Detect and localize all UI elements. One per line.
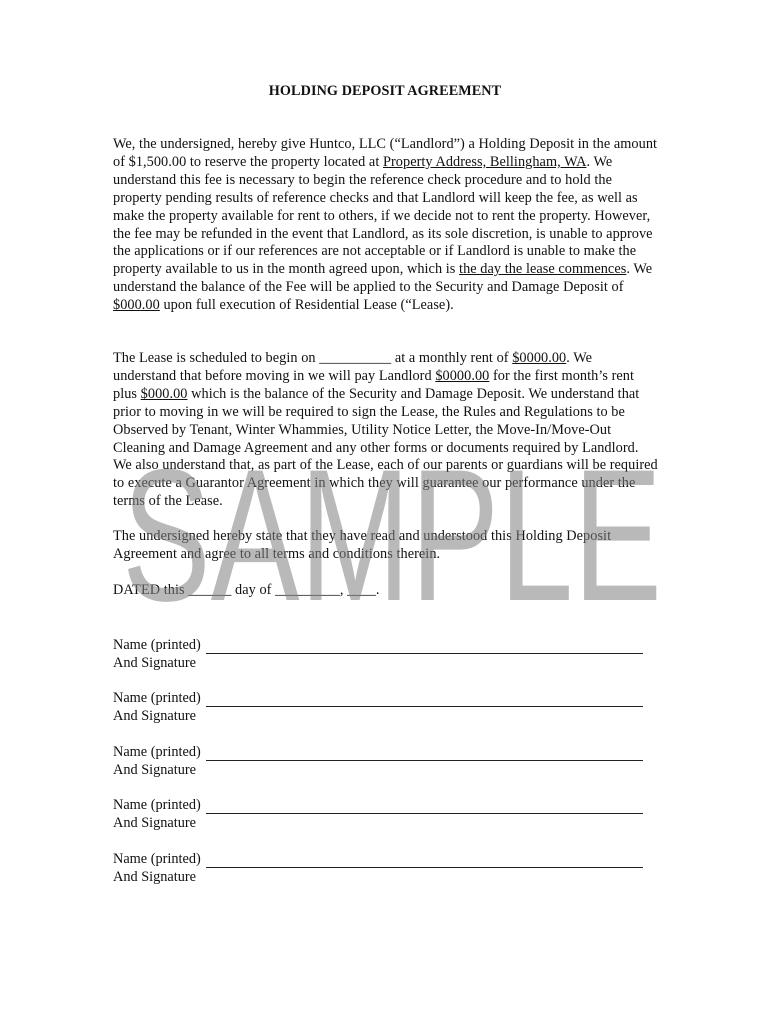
- name-printed-label: Name (printed): [113, 637, 201, 653]
- dated-line: DATED this ______ day of _________, ____.: [113, 582, 380, 598]
- lease-start-blank: __________: [319, 350, 392, 366]
- deposit-balance-amount: $000.00: [140, 385, 188, 402]
- paragraph-acknowledgement: The undersigned hereby state that they have read and understood this Holding Deposit Agreement and agree to all terms and conditions therein.: [113, 528, 612, 562]
- para1-text-1: We, the undersigned, hereby give Huntco, LLC (“Landlord”) a Holding Deposit in the amount of $1,500.00 to reserve the property located at: [113, 136, 658, 170]
- name-signature-line[interactable]: [206, 801, 643, 814]
- monthly-rent-amount: $0000.00: [512, 350, 567, 366]
- name-signature-line[interactable]: [206, 855, 643, 868]
- paragraph-holding-deposit: [113, 136, 658, 315]
- signature-label: And Signature: [113, 815, 196, 831]
- name-printed-label: Name (printed): [113, 797, 201, 813]
- paragraph-lease-terms: [113, 350, 658, 511]
- signature-label: And Signature: [113, 762, 196, 778]
- para2-text-5: which is the balance of the Security and Damage Deposit. We understand that prior to moving in we will be required to sign the Lease, the Rules and Regulations to be Observed by Tenant, Winter Whammies, Utility Notice Letter, the Move-In/Move-Out Cleaning and Damage Agreement and any other forms or documents required by Landlord. We also understand that, as part of the Lease, each of our parents or guardians will be required to execute a Guarantor Agreement in which they will guarantee our performance under the terms of the Lease.: [113, 385, 658, 510]
- signature-block-3: [113, 743, 658, 779]
- signature-block-5: [113, 850, 658, 886]
- signature-label: And Signature: [113, 655, 196, 671]
- signature-label: And Signature: [113, 869, 196, 885]
- name-printed-label: Name (printed): [113, 851, 201, 867]
- para1-text-2: . We understand this fee is necessary to begin the reference check procedure and to hold the property pending results of reference checks and that Landlord will keep the fee, as well as make the property available for rent to others, if we decide not to rent the property. However, the fee may be refunded in the event that Landlord, as its sole discretion, is unable to approve the applications or if our references are not acceptable or if Landlord is unable to make the property available to us in the month agreed upon, which is: [113, 153, 653, 278]
- signature-block-1: [113, 636, 658, 672]
- document-title: HOLDING DEPOSIT AGREEMENT: [268, 83, 502, 99]
- security-deposit-amount: $000.00: [113, 297, 160, 314]
- name-signature-line[interactable]: [206, 748, 643, 761]
- first-month-amount: $0000.00: [435, 367, 490, 384]
- name-printed-label: Name (printed): [113, 744, 201, 760]
- property-address: Property Address, Bellingham, WA: [382, 153, 587, 170]
- signature-block-4: [113, 796, 658, 832]
- name-signature-line[interactable]: [206, 694, 643, 707]
- name-signature-line[interactable]: [206, 641, 643, 654]
- para2-text-4: for the first month’s rent plus: [113, 367, 635, 402]
- para2-text-1: The Lease is scheduled to begin on: [113, 350, 320, 366]
- para1-text-3: . We understand the balance of the Fee will be applied to the Security and Damage Deposit of: [113, 261, 653, 296]
- watermark-text: SAMPLE: [122, 430, 662, 620]
- signature-block-2: [113, 689, 658, 725]
- name-printed-label: Name (printed): [113, 690, 201, 706]
- lease-commence-date: the day the lease commences: [459, 261, 627, 278]
- para2-text-3: . We understand that before moving in we will pay Landlord: [113, 350, 593, 384]
- para1-text-4: upon full execution of Residential Lease (“Lease).: [159, 297, 454, 314]
- para2-text-2: at a monthly rent of: [391, 350, 513, 366]
- signature-label: And Signature: [113, 708, 196, 724]
